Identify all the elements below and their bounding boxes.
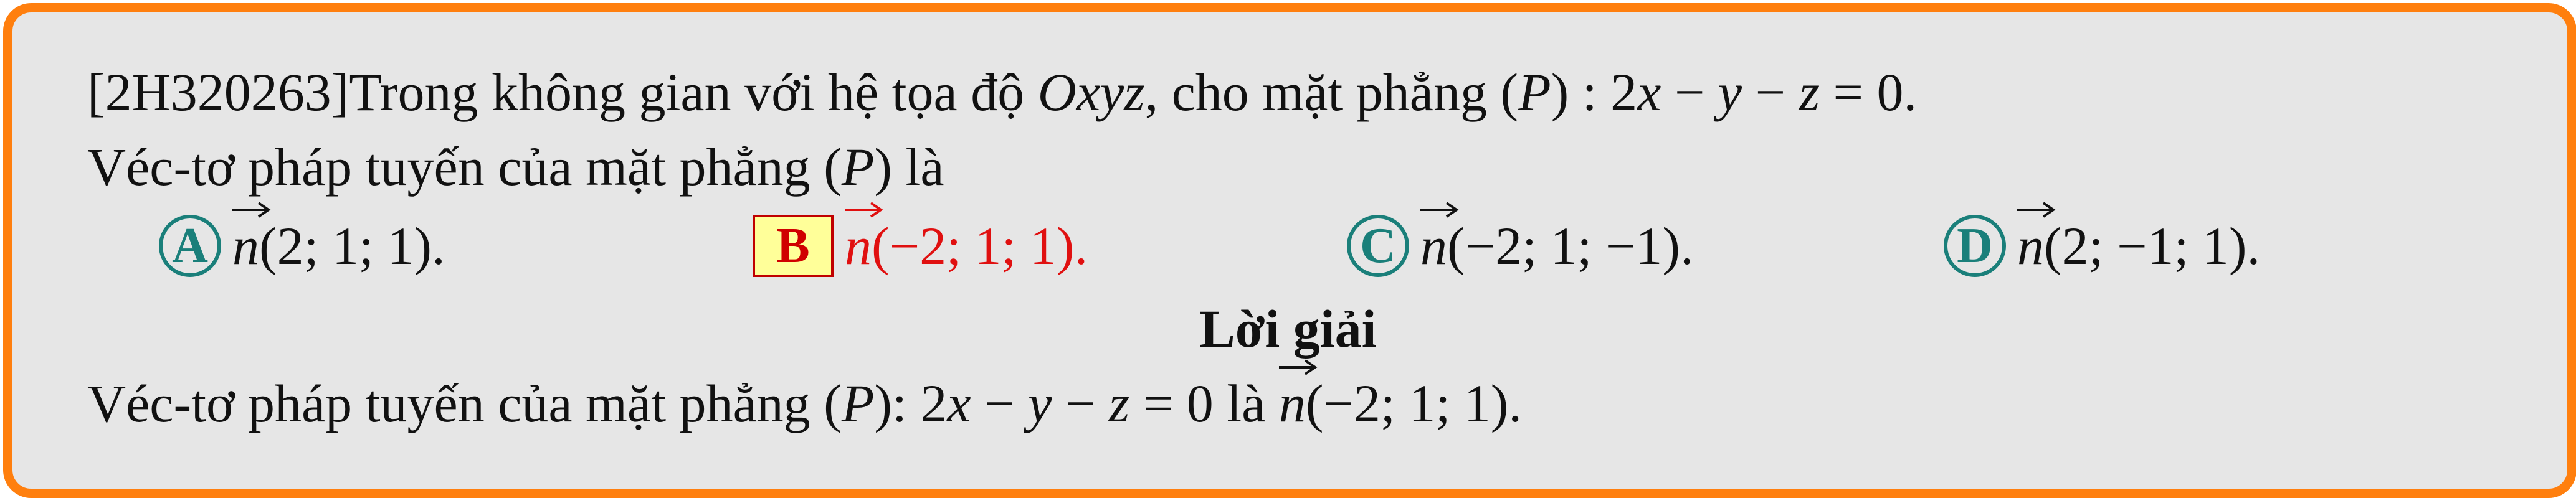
sol-x: x: [947, 374, 971, 433]
option-a-text: [232, 216, 445, 276]
option-a[interactable]: [159, 215, 445, 277]
sol-minus-1: −: [971, 374, 1029, 433]
vector-arrow-icon: [1418, 200, 1459, 219]
vector-arrow-icon: [2015, 200, 2056, 219]
solution-heading: Lời giải: [1199, 299, 1377, 359]
sol-text-3: = 0 là: [1129, 374, 1279, 433]
line2-end: ) là: [874, 137, 944, 197]
sol-text-2: ): 2: [874, 374, 948, 433]
vector-n-a-label: n: [232, 216, 259, 276]
option-d-text: [2017, 216, 2261, 276]
eq-minus-2: −: [1742, 62, 1799, 122]
vector-arrow-icon: [1276, 358, 1318, 377]
solution-line: [87, 374, 1522, 433]
option-c[interactable]: [1347, 215, 1694, 277]
coordinate-system: Oxyz: [1037, 62, 1145, 122]
option-b-text: [845, 216, 1088, 276]
vector-n-c-label: n: [1420, 216, 1447, 276]
sol-vector-n: [1278, 374, 1306, 433]
option-d-badge: D: [1944, 215, 2006, 277]
option-a-value: (2; 1; 1).: [259, 216, 445, 276]
line2-text: Véc-tơ pháp tuyến của mặt phẳng (: [87, 137, 842, 197]
vector-arrow-icon: [842, 200, 883, 219]
plane-name: P: [1518, 62, 1551, 122]
sol-vector-n-label: n: [1278, 374, 1306, 433]
option-a-badge: A: [159, 215, 221, 277]
option-d-value: (2; −1; 1).: [2044, 216, 2261, 276]
option-b[interactable]: [753, 215, 1088, 277]
vector-n-b-label: n: [845, 216, 872, 276]
sol-y: y: [1028, 374, 1052, 433]
sol-value: (−2; 1; 1).: [1305, 374, 1522, 433]
sol-minus-2: −: [1052, 374, 1109, 433]
vector-n-c: [1420, 216, 1447, 276]
option-d[interactable]: [1944, 215, 2260, 277]
option-c-value: (−2; 1; −1).: [1447, 216, 1694, 276]
option-c-badge: C: [1347, 215, 1409, 277]
line2-plane: P: [841, 137, 875, 197]
question-line-2: [87, 137, 944, 197]
question-stem: Trong không gian với hệ tọa độ: [349, 62, 1038, 122]
stem-mid: , cho mặt phẳng (: [1144, 62, 1519, 122]
eq-minus-1: −: [1661, 62, 1718, 122]
eq-z: z: [1799, 62, 1820, 122]
equation-start: ) : 2: [1551, 62, 1638, 122]
option-c-text: [1420, 216, 1694, 276]
eq-y: y: [1718, 62, 1742, 122]
eq-x: x: [1637, 62, 1661, 122]
vector-n-d-label: n: [2017, 216, 2044, 276]
vector-n-a: [232, 216, 259, 276]
sol-plane: P: [841, 374, 875, 433]
sol-text-1: Véc-tơ pháp tuyến của mặt phẳng (: [87, 374, 842, 433]
option-b-value: (−2; 1; 1).: [872, 216, 1088, 276]
sol-z: z: [1108, 374, 1130, 433]
vector-n-b: [845, 216, 872, 276]
question-id: [2H320263]: [87, 62, 349, 122]
option-b-badge: B: [753, 215, 834, 277]
vector-arrow-icon: [230, 200, 271, 219]
question-line-1: [87, 62, 1918, 122]
eq-end: = 0.: [1820, 62, 1918, 122]
vector-n-d: [2017, 216, 2044, 276]
